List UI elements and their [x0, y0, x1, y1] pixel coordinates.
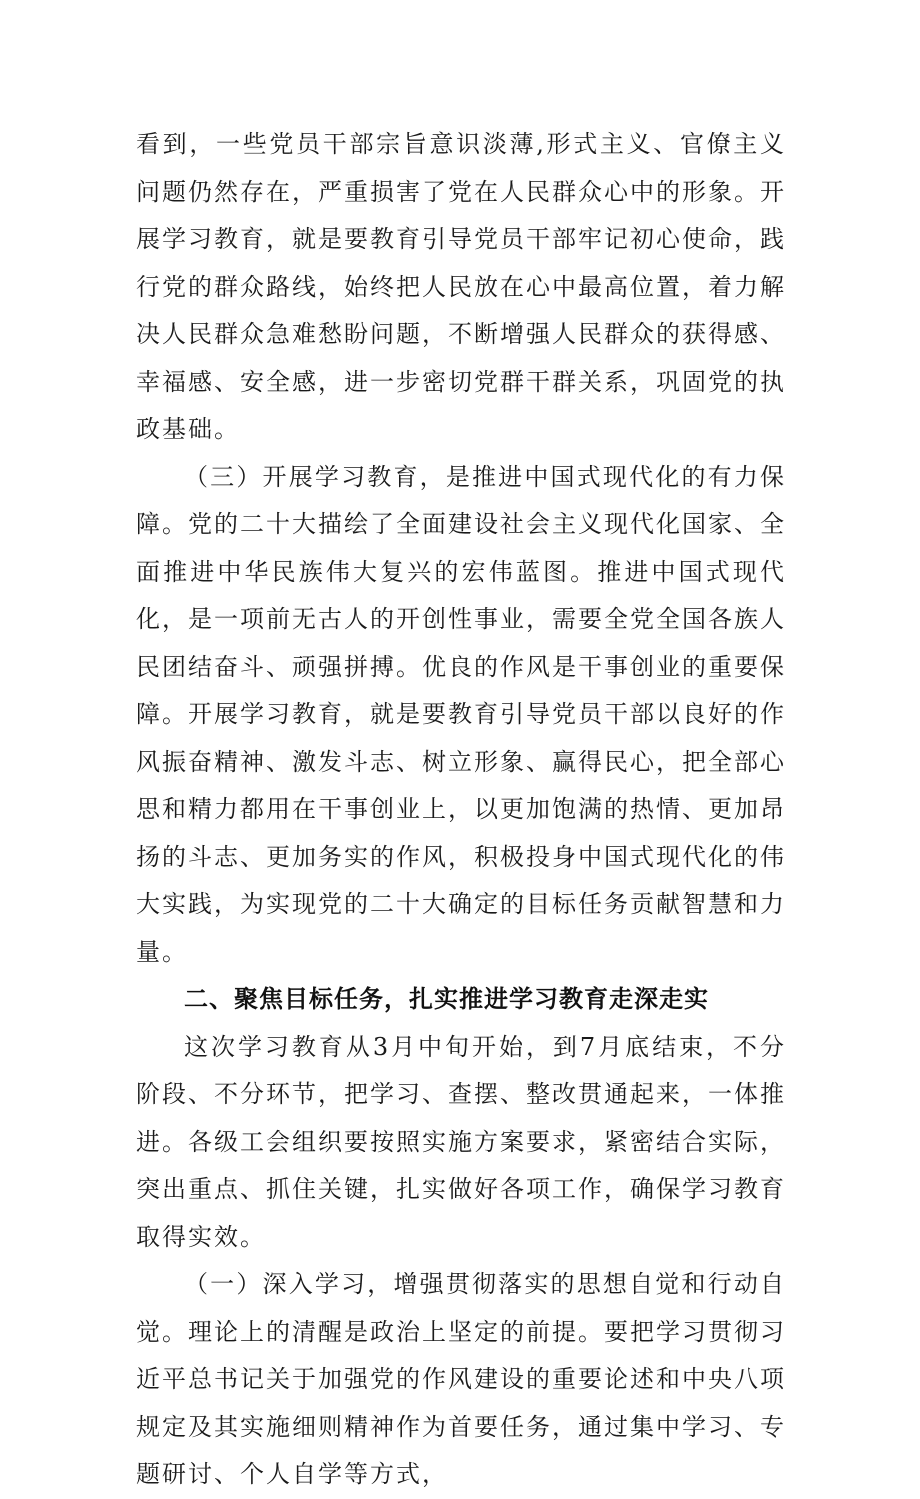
body-paragraph-1: 看到，一些党员干部宗旨意识淡薄,形式主义、官僚主义问题仍然存在，严重损害了党在人民群众心中的形象。开展学习教育，就是要教育引导党员干部牢记初心使命，践行党的群众路线，始终把人民放在心中最高位置，着力解决人民群众急难愁盼问题，不断增强人民群众的获得感、幸福感、安全感，进一步密切党群干群关系，巩固党的执政基础。: [136, 130, 786, 443]
body-paragraph-4: （一）深入学习，增强贯彻落实的思想自觉和行动自觉。理论上的清醒是政治上坚定的前提。要把学习贯彻习近平总书记关于加强党的作风建设的重要论述和中央八项规定及其实施细则精神作为首要任务，通过集中学习、专题研讨、个人自学等方式，: [136, 1270, 786, 1488]
body-paragraph-3: 这次学习教育从3月中旬开始，到7月底结束，不分阶段、不分环节，把学习、查摆、整改贯通起来，一体推进。各级工会组织要按照实施方案要求，紧密结合实际，突出重点、抓住关键，扎实做好各项工作，确保学习教育取得实效。: [136, 1032, 786, 1251]
body-paragraph-2: （三）开展学习教育，是推进中国式现代化的有力保障。党的二十大描绘了全面建设社会主义现代化国家、全面推进中华民族伟大复兴的宏伟蓝图。推进中国式现代化，是一项前无古人的开创性事业，需要全党全国各族人民团结奋斗、顽强拼搏。优良的作风是干事创业的重要保障。开展学习教育，就是要教育引导党员干部以良好的作风振奋精神、激发斗志、树立形象、赢得民心，把全部心思和精力都用在干事创业上，以更加饱满的热情、更加昂扬的斗志、更加务实的作风，积极投身中国式现代化的伟大实践，为实现党的二十大确定的目标任务贡献智慧和力量。: [136, 462, 786, 966]
document-body: [136, 121, 786, 1499]
section-heading: 二、聚焦目标任务，扎实推进学习教育走深走实: [184, 985, 709, 1013]
